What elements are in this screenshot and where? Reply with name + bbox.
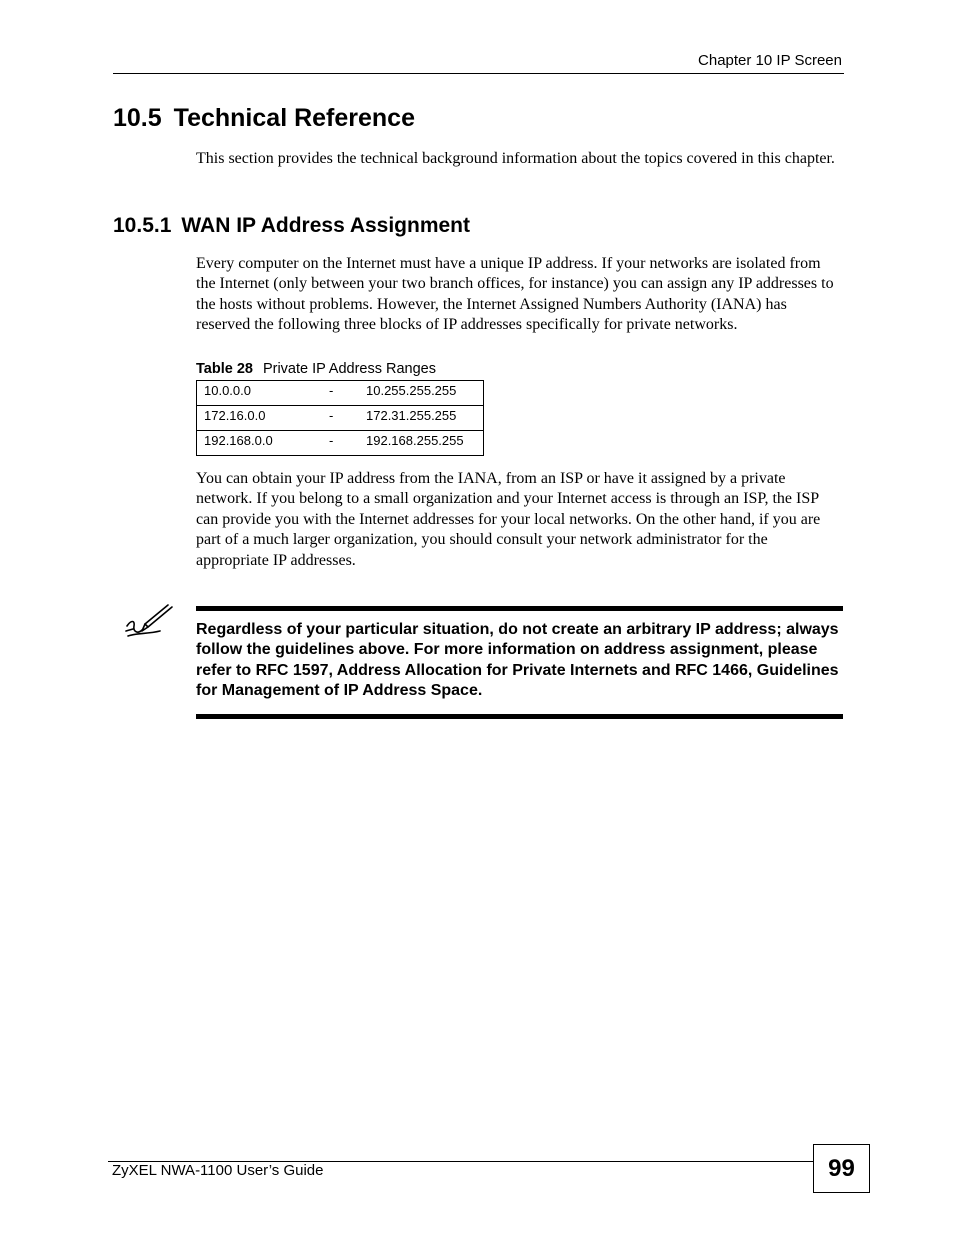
subsection-number: 10.5.1 <box>113 214 172 237</box>
range-start: 192.168.0.0 <box>197 431 323 456</box>
running-header: Chapter 10 IP Screen <box>698 52 842 69</box>
private-ip-range-table <box>196 380 484 456</box>
table-caption <box>196 361 436 377</box>
subsection-heading <box>113 214 470 238</box>
note-text: Regardless of your particular situation, do not create an arbitrary IP address; always follow the guidelines above. For more information on address assignment, please refer to RFC 1597, Address Allocation for Private Internets and RFC 1466, Guidelines for Management of IP Address Space. <box>196 621 839 700</box>
section-number: 10.5 <box>113 104 162 132</box>
range-separator: - <box>322 431 359 456</box>
table-caption-text: Private IP Address Ranges <box>262 361 436 377</box>
range-end: 172.31.255.255 <box>359 406 484 431</box>
range-separator: - <box>322 381 359 406</box>
range-start: 10.0.0.0 <box>197 381 323 406</box>
subsection-title: WAN IP Address Assignment <box>181 214 471 237</box>
table-row <box>197 431 484 456</box>
range-end: 10.255.255.255 <box>359 381 484 406</box>
table-row <box>197 381 484 406</box>
wan-ip-paragraph-2: You can obtain your IP address from the IANA, from an ISP or have it assigned by a private network. If you belong to a small organization and your Internet access is through an ISP, the ISP can provide you with the Internet addresses for your local networks. On the other hand, if you are part of a much larger organization, you should consult your network administrator for the appropriate IP addresses. <box>196 470 821 569</box>
range-separator: - <box>322 406 359 431</box>
table-row <box>197 406 484 431</box>
page-number: 99 <box>813 1144 870 1193</box>
section-title: Technical Reference <box>173 104 415 132</box>
section-intro: This section provides the technical background information about the topics covered in this chapter. <box>196 150 835 167</box>
range-start: 172.16.0.0 <box>197 406 323 431</box>
note-rule-bottom <box>196 714 843 719</box>
note-rule-top <box>196 606 843 611</box>
range-end: 192.168.255.255 <box>359 431 484 456</box>
header-rule <box>113 73 844 74</box>
section-heading <box>113 104 415 133</box>
wan-ip-paragraph-1: Every computer on the Internet must have a unique IP address. If your networks are isolated from the Internet (only between your two branch offices, for instance) you can assign any IP addresses to the hosts without problems. However, the Internet Assigned Numbers Authority (IANA) has reserved the following three blocks of IP addresses specifically for private networks. <box>196 255 834 334</box>
table-label: Table 28 <box>196 361 253 377</box>
footer-guide-title: ZyXEL NWA-1100 User’s Guide <box>112 1162 324 1179</box>
pen-writing-icon <box>124 604 174 640</box>
